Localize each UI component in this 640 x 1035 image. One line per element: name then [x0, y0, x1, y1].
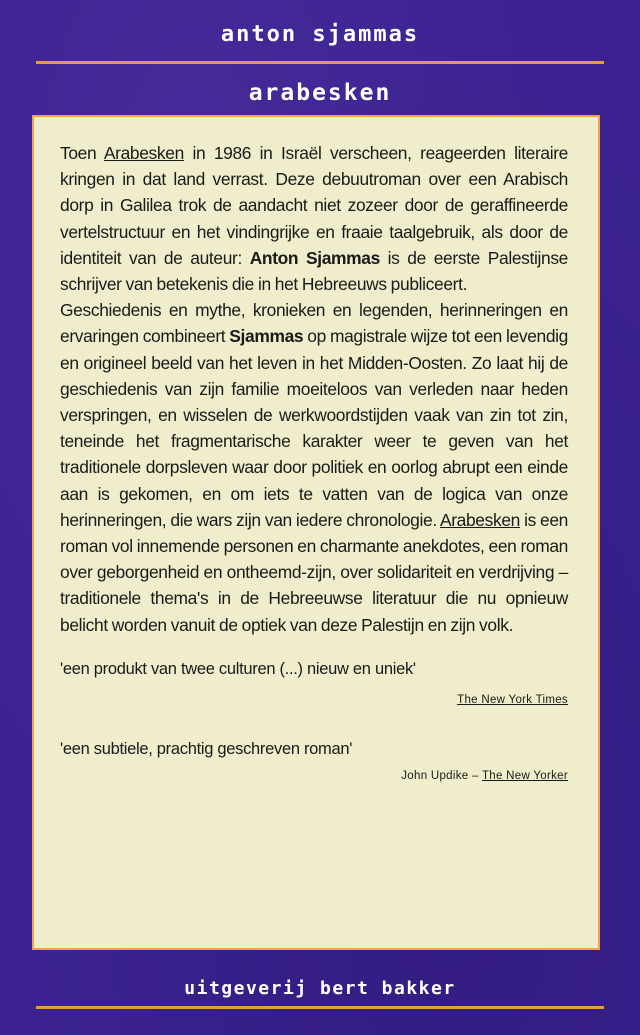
- author-name: anton sjammas: [220, 22, 420, 47]
- book-title: arabesken: [248, 80, 392, 106]
- blurb-text: [60, 140, 568, 638]
- top-divider: [36, 61, 604, 64]
- review-source-publication: The New York Times: [457, 694, 568, 706]
- blurb-text-segment: op magistrale wijze tot een levendig en origineel beeld van het leven in het Midden-Oosten. Zo laat hij de geschiedenis van zijn familie moeiteloos van verleden naar heden verspringen, en wisselen de werkwoordstijden vaak van zin tot zin, teneinde het fragmentarische karakter weer te geven van het traditionele dorpsleven waar door politiek en oorlog abrupt een einde aan is gekomen, en om iets te vatten van de logica van onze herinneringen, die wars zijn van iedere chronologie.: [60, 326, 568, 530]
- blurb-paragraph-2: [60, 297, 568, 638]
- bottom-divider: [36, 1006, 604, 1009]
- blurb-text-segment: Toen: [60, 143, 104, 163]
- blurb-text-segment: in 1986 in Israël verscheen, reageerden literaire kringen in dat land verrast. Deze debuutroman over een Arabisch dorp in Galilea trok de aandacht niet zozeer door de geraffineerde vertelstructuur en het vindingrijke en fraaie taalgebruik, als door de identiteit van de auteur:: [60, 143, 568, 268]
- review-quote-1: 'een produkt van twee culturen (...) nieuw en uniek': [60, 660, 416, 678]
- review-source-2: [401, 770, 568, 782]
- review-quote-2: 'een subtiele, prachtig geschreven roman': [60, 740, 353, 758]
- blurb-text-segment: is een roman vol innemende personen en charmante anekdotes, een roman over geborgenheid en ontheemd-zijn, over solidariteit en verdrijving – traditionele thema's in de Hebreeuwse literatuur die nu opnieuw belicht worden vanuit de optiek van deze Palestijn en zijn volk.: [60, 509, 568, 635]
- review-source-1: [457, 694, 568, 706]
- author-name-reference: Anton Sjammas: [249, 247, 380, 268]
- author-surname-reference: Sjammas: [229, 326, 304, 347]
- blurb-text-segment: Geschiedenis en mythe, kronieken en legenden, herinneringen en ervaringen combineert: [60, 300, 568, 347]
- book-title-reference: Arabesken: [439, 509, 520, 530]
- blurb-text-segment: is de eerste Palestijnse schrijver van betekenis die in het Hebreeuws publiceert.: [60, 247, 568, 295]
- review-source-publication: The New Yorker: [481, 770, 568, 782]
- review-source-prefix: John Updike –: [401, 770, 482, 782]
- blurb-paragraph-1: [60, 140, 568, 297]
- book-title-reference: Arabesken: [103, 143, 184, 163]
- publisher-name: uitgeverij bert bakker: [184, 978, 456, 999]
